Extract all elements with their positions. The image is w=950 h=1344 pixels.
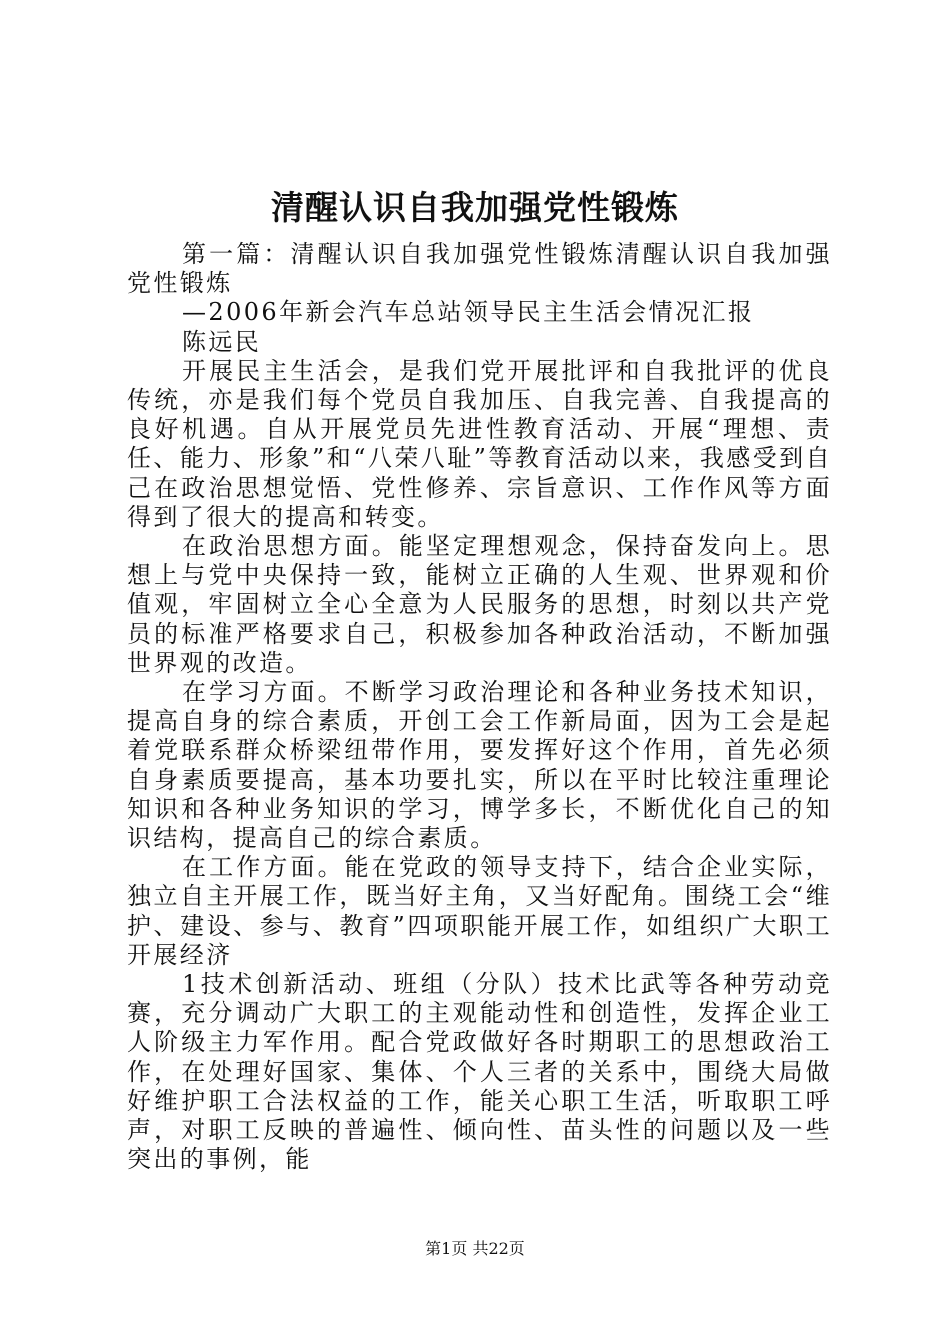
paragraph-heading: 第一篇：清醒认识自我加强党性锻炼清醒认识自我加强党性锻炼 [127,240,832,298]
paragraph-body: 在工作方面。能在党政的领导支持下，结合企业实际，独立自主开展工作，既当好主角，又当好配角。围绕工会“维护、建设、参与、教育”四项职能开展工作，如组织广大职工开展经济 [127,853,832,969]
paragraph-body: 在学习方面。不断学习政治理论和各种业务技术知识，提高自身的综合素质，开创工会工作新局面，因为工会是起着党联系群众桥梁纽带作用，要发挥好这个作用，首先必须自身素质要提高，基本功要扎实，所以在平时比较注重理论知识和各种业务知识的学习，博学多长，不断优化自己的知识结构，提高自己的综合素质。 [127,678,832,853]
page-footer: 第1页 共22页 [425,1239,525,1258]
paragraph-body: 1技术创新活动、班组（分队）技术比武等各种劳动竞赛，充分调动广大职工的主观能动性和创造性，发挥企业工人阶级主力军作用。配合党政做好各时期职工的思想政治工作，在处理好国家、集体、个人三者的关系中，围绕大局做好维护职工合法权益的工作，能关心职工生活，听取职工呼声，对职工反映的普遍性、倾向性、苗头性的问题以及一些突出的事例，能 [127,970,832,1174]
paragraph-subtitle: —2006年新会汽车总站领导民主生活会情况汇报 [182,298,755,327]
paragraph-body: 开展民主生活会，是我们党开展批评和自我批评的优良传统，亦是我们每个党员自我加压、自我完善、自我提高的良好机遇。自从开展党员先进性教育活动、开展“理想、责任、能力、形象”和“八荣八耻”等教育活动以来，我感受到自己在政治思想觉悟、党性修养、宗旨意识、工作作风等方面得到了很大的提高和转变。 [127,356,832,531]
document-body [127,240,832,1175]
paragraph-author: 陈远民 [182,327,262,356]
document-title: 清醒认识自我加强党性锻炼 [271,188,679,227]
paragraph-body: 在政治思想方面。能坚定理想观念，保持奋发向上。思想上与党中央保持一致，能树立正确的人生观、世界观和价值观，牢固树立全心全意为人民服务的思想，时刻以共产党员的标准严格要求自己，积极参加各种政治活动，不断加强世界观的改造。 [127,532,832,677]
